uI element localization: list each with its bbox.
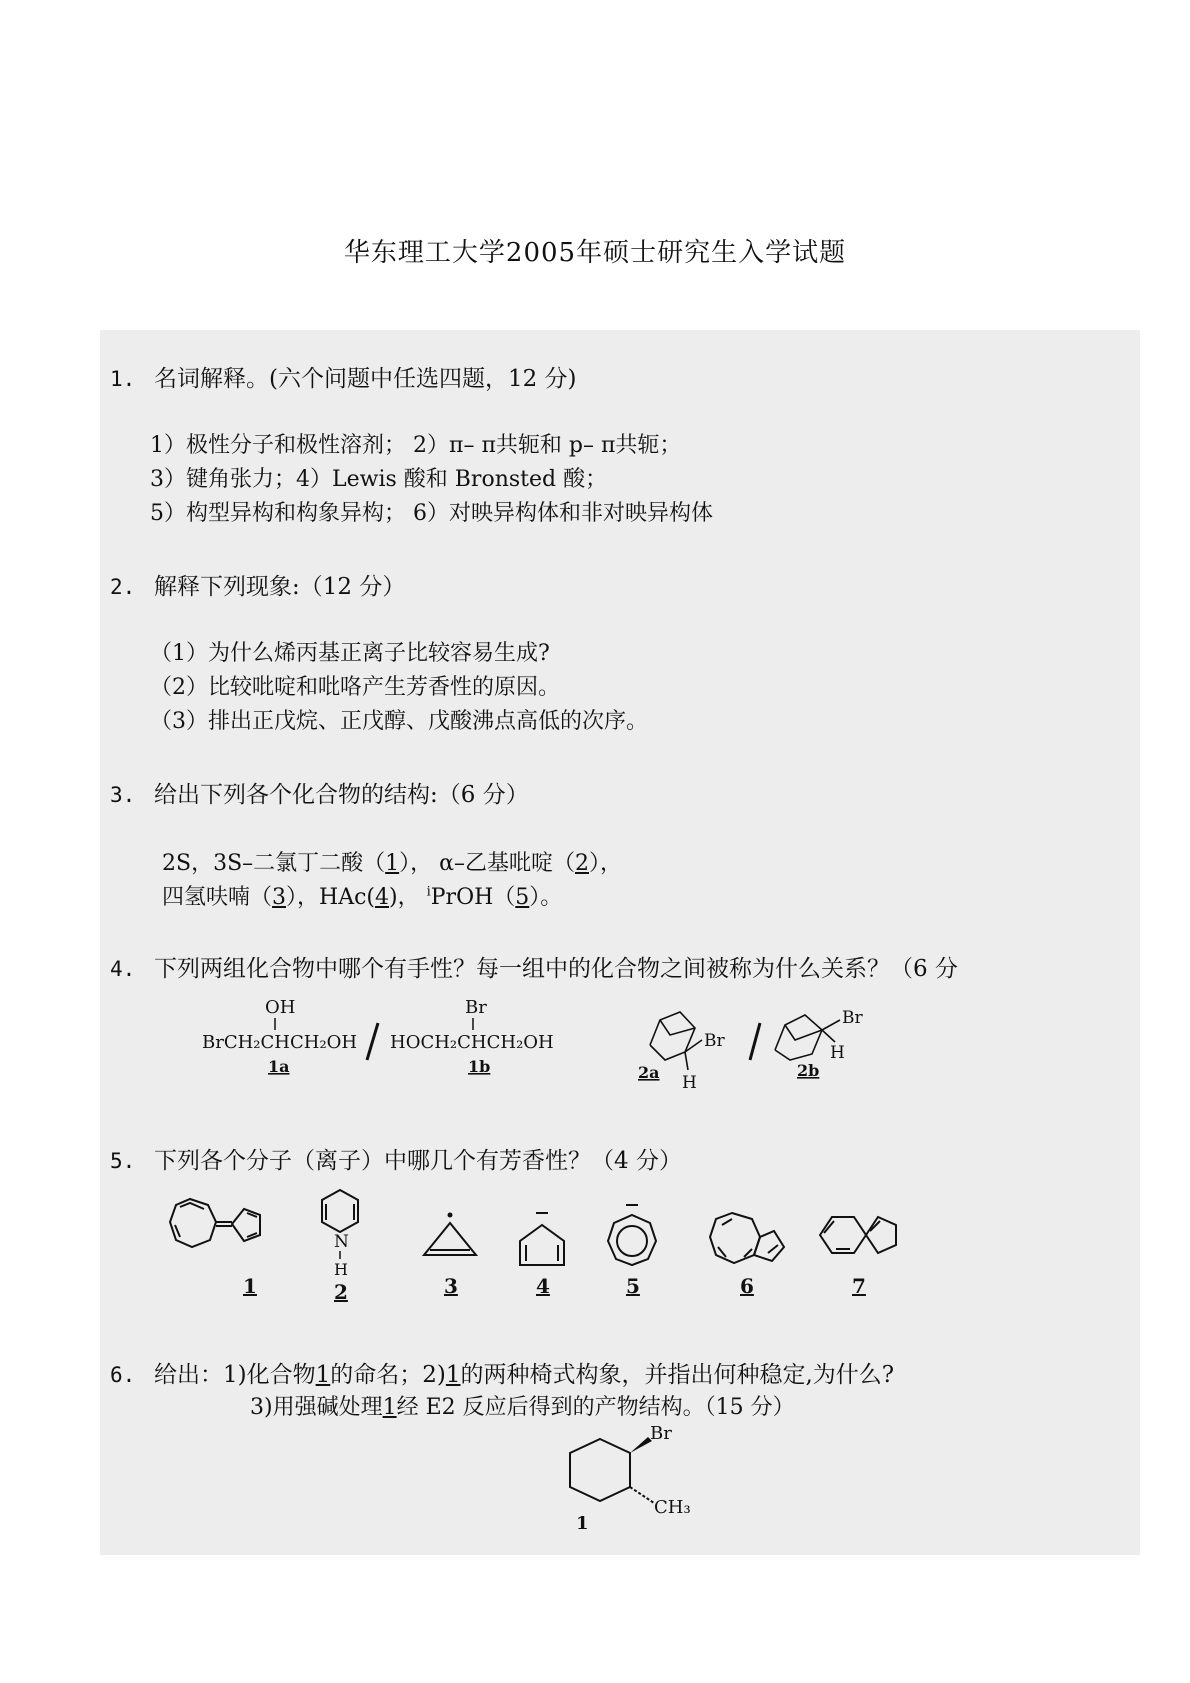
q5-structures (160, 1185, 980, 1305)
q6-compound-ref-3: 1 (382, 1395, 397, 1420)
q2-line-3: （3）排出正戊烷、正戊醇、戊酸沸点高低的次序。 (150, 709, 648, 734)
q3-compound-5-number: 5 (515, 885, 530, 910)
q6-part-1: 给出：1)化合物 (154, 1362, 316, 1388)
q6-part-4: 3)用强碱处理 (250, 1395, 383, 1420)
q3-compound-1-number: 1 (385, 851, 400, 876)
q4-2b-h-label: H (830, 1043, 845, 1063)
q4-structures (190, 990, 910, 1095)
q2-line-2: （2）比较吡啶和吡咯产生芳香性的原因。 (150, 675, 560, 700)
q4-1a-formula: BrCH₂CHCH₂OH (202, 1032, 358, 1053)
q4-1a-id: 1a (268, 1057, 290, 1076)
q5-molecule-2-n-label: N (334, 1232, 349, 1252)
q6-part-2: 的命名；2) (330, 1362, 446, 1388)
q6-structure (540, 1425, 720, 1535)
q5-molecule-6 (710, 1213, 784, 1263)
question-2-number: 2. (110, 575, 136, 599)
q3-compound-2-number: 2 (575, 851, 589, 876)
question-4 (110, 950, 958, 983)
q4-pair-2-slash (750, 1023, 760, 1060)
q5-molecule-2 (322, 1190, 358, 1232)
q5-molecule-3 (424, 1223, 476, 1255)
q6-compound-id: 1 (576, 1513, 589, 1534)
q5-molecule-3-charge (448, 1213, 453, 1218)
q5-label-1: 1 (243, 1274, 257, 1298)
q3-line-1-end: ）， (589, 851, 623, 876)
q5-molecule-4 (520, 1225, 564, 1265)
question-4-number: 4. (110, 957, 136, 981)
q4-2a-id: 2a (638, 1063, 660, 1082)
q4-2b-br-label: Br (842, 1008, 863, 1028)
question-6-number: 6. (110, 1363, 136, 1387)
q4-1b-formula: HOCH₂CHCH₂OH (390, 1032, 554, 1053)
q3-iso-prefix: i (426, 884, 431, 900)
page-title: 华东理工大学2005年硕士研究生入学试题 (343, 238, 847, 268)
q3-compound-4-number: 4 (375, 885, 389, 910)
q4-2b-id: 2b (797, 1061, 820, 1080)
q4-2a-h-label: H (682, 1073, 697, 1093)
q1-line-3: 5）构型异构和构象异构； 6）对映异构体和非对映异构体 (150, 501, 713, 526)
q3-separator: )， (389, 885, 427, 910)
q4-2a-br-label: Br (704, 1031, 725, 1051)
q5-label-3: 3 (444, 1274, 458, 1298)
q4-1b-br-label: Br (465, 997, 487, 1018)
question-6 (110, 1356, 894, 1389)
q6-compound-ref-2: 1 (445, 1362, 461, 1388)
question-4-text: 下列两组化合物中哪个有手性？每一组中的化合物之间被称为什么关系？（6 分 (154, 956, 958, 982)
question-5-text: 下列各个分子（离子）中哪几个有芳香性？（4 分） (154, 1148, 682, 1174)
q3-compound-3-number: 3 (272, 885, 287, 910)
question-3-number: 3. (110, 783, 136, 807)
q5-label-6: 6 (740, 1274, 754, 1298)
q3-compound-4-name: ），HAc( (286, 885, 375, 910)
q5-molecule-7 (820, 1217, 896, 1253)
q5-molecule-5 (608, 1215, 656, 1265)
question-5 (110, 1142, 682, 1175)
question-5-number: 5. (110, 1149, 136, 1173)
question-2-text: 解释下列现象:（12 分） (154, 574, 406, 600)
q2-line-1: （1）为什么烯丙基正离子比较容易生成? (150, 641, 550, 666)
q4-1b-id: 1b (468, 1057, 491, 1076)
question-1 (110, 360, 577, 393)
q6-hashed-bond (630, 1487, 654, 1503)
q6-ch3-label: CH₃ (654, 1497, 691, 1518)
question-2 (110, 568, 405, 601)
q6-line-2 (250, 1390, 795, 1421)
q4-pair-1-slash (367, 1023, 378, 1060)
q6-part-3: 的两种椅式构象，并指出何种稳定,为什么? (460, 1362, 895, 1388)
q3-compound-1-name: 2S，3S–二氯丁二酸（ (162, 851, 386, 876)
q5-label-4: 4 (536, 1274, 550, 1298)
q5-label-5: 5 (626, 1274, 640, 1298)
q4-2a-structure (650, 1012, 702, 1070)
q3-compound-2-name: ）， α–乙基吡啶（ (399, 851, 575, 876)
q6-compound-ref-1: 1 (315, 1362, 331, 1388)
q1-line-2: 3）键角张力；4）Lewis 酸和 Bronsted 酸； (150, 467, 608, 492)
q5-label-7: 7 (852, 1274, 866, 1298)
q5-label-2: 2 (334, 1280, 348, 1304)
q3-line-1 (162, 846, 622, 877)
q6-part-5: 经 E2 反应后得到的产物结构。（15 分） (396, 1395, 795, 1420)
q5-molecule-1 (170, 1199, 260, 1247)
question-3-text: 给出下列各个化合物的结构:（6 分） (154, 782, 529, 808)
question-3 (110, 776, 529, 809)
q6-wedge-bond (630, 1437, 652, 1453)
question-1-text: 名词解释。(六个问题中任选四题，12 分) (154, 366, 577, 392)
q3-line-2 (162, 880, 562, 911)
q4-1a-oh-label: OH (265, 997, 296, 1018)
q3-compound-3-name: 四氢呋喃（ (162, 885, 273, 910)
q3-line-2-end: ）。 (529, 885, 563, 910)
question-1-number: 1. (110, 367, 136, 391)
q3-compound-5-name: PrOH（ (430, 885, 516, 910)
q1-line-1: 1）极性分子和极性溶剂； 2）π– π共轭和 p– π共轭； (150, 433, 682, 458)
q6-br-label: Br (650, 1425, 672, 1444)
q5-molecule-2-h-label: H (334, 1260, 348, 1279)
